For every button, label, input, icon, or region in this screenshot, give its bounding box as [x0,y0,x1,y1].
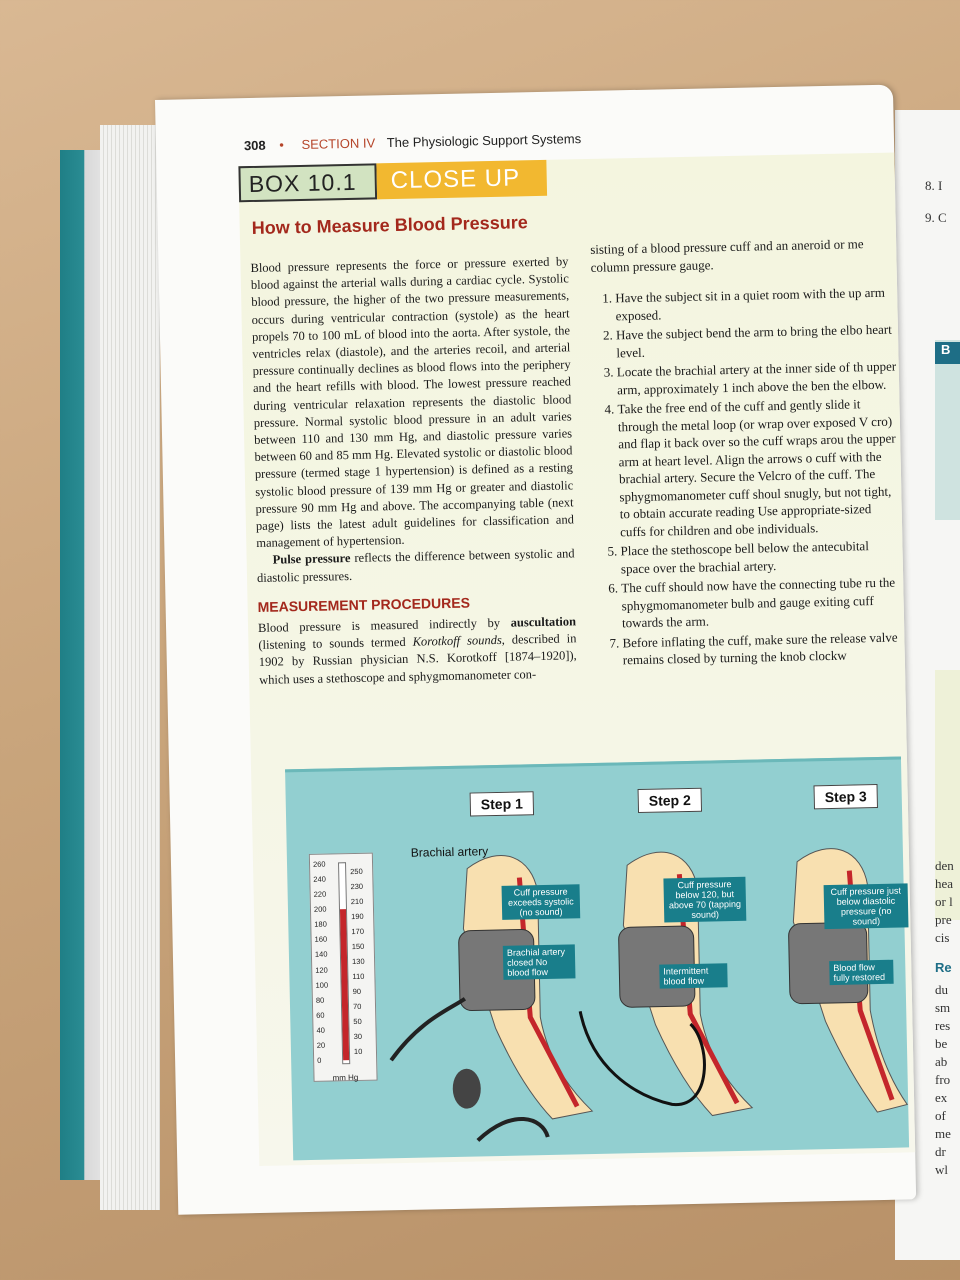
gauge-tick-left: 260 [312,859,326,869]
opposite-line: ex [935,1090,948,1105]
gauge-hose [390,999,466,1061]
gauge-tick-right: 110 [352,971,365,982]
gauge-tick-right: 250 [350,866,363,876]
procedure-step: 1. Have the subject sit in a quiet room with the up arm exposed. [615,284,896,325]
page-stack-edge [100,125,160,1210]
opposite-line: of [935,1108,946,1123]
gauge-tick-left: 0 [317,1055,322,1065]
procedure-step: 5. Place the stethoscope bell below the antecubital space over the brachial artery. [620,536,901,577]
opposite-line: me [935,1126,951,1141]
section-label: SECTION IV [301,135,376,152]
gauge-tick-left: 240 [313,874,326,884]
gauge-tick-right: 150 [351,941,365,951]
gauge-tick-left: 80 [315,995,325,1005]
gauge-tick-right: 90 [352,987,362,997]
measurement-subhead: MEASUREMENT PROCEDURES [257,594,471,615]
right-column [590,235,903,672]
gauge-tick-left: 160 [314,934,328,945]
box-tag: CLOSE UP [376,160,547,200]
procedure-step: 4. Take the free end of the cuff and gently slide it through the metal loop (or wrap over exposed V cro) and flap it back over so the cuff wraps arou the upper arm at heart level. Align the arrows o cuff with the brachial artery. Secure the Velcro of the cuff. The sphygmomanometer cuff shoul snugly, but not tight, to obtain accurate reading Use appropriate-sized cuffs for children and obe individuals. [617,395,900,541]
opposite-line: be [935,1036,948,1051]
box-number: BOX 10.1 [238,163,377,202]
intro-paragraph: Blood pressure represents the force or pressure exerted by blood against the arterial walls during a cardiac cycle. Systolic blood pressure, the higher of the two pressure measurements, occurs during ventricular contraction (systole) as the heart propels 70 to 100 mL of blood into the aorta. After systole, the ventricles relax (diastole), and the arteries recoil, and arterial pressure continually declines as blood flows into the periphery and the heart refills with blood. The lowest pressure reached during ventricular relaxation represents the diastolic blood pressure. Normal systolic blood pressure in an adult varies between 110 and 130 mm Hg, and diastolic pressure varies between 60 and 85 mm Hg. Elevated systolic or diastolic blood pressure (termed stage 1 hypertension) is defined as a resting systolic blood pressure of 139 mm Hg or greater and diastolic pressure 90 mm Hg and above. The accompanying table (next page) lists the latest adult guidelines for classification and management of hypertension. [250,254,575,551]
procedure-step: 6. The cuff should now have the connecting tube ru the sphygmomanometer bulb and gauge exiting cuff towards the arm. [621,573,902,631]
gauge-tick-right: 10 [353,1047,363,1057]
procedure-step: 3. Locate the brachial artery at the inner side of th upper arm, approximately 1 inch above the ben the elbow. [617,358,898,399]
opposite-line: res [935,1018,951,1033]
opposite-box [935,340,960,520]
brachial-artery-label: Brachial artery [410,844,489,860]
box-header [238,153,895,203]
step-1-cuff-note: Cuff pressure exceeds systolic (no sound) [502,884,581,920]
bulb-icon [452,1068,481,1109]
gauge-tick-right: 210 [350,896,364,906]
gauge-tick-left: 20 [316,1040,326,1050]
procedure-list [591,284,903,670]
opposite-line: sm [935,1000,951,1015]
opposite-line: fro [935,1072,951,1087]
opposite-line: 8. I [925,178,943,193]
opposite-line: 9. C [925,210,947,225]
opposite-box-tab: B [935,342,960,364]
blood-pressure-figure [285,757,909,1161]
opposite-heading: Re [935,960,952,975]
auscultation-term: auscultation [510,614,577,630]
mercury-gauge [309,853,378,1082]
textbook-page [155,85,916,1215]
gauge-tick-left: 40 [316,1025,325,1035]
bullet-icon: • [279,137,285,153]
gauge-tick-right: 30 [353,1032,363,1042]
opposite-line: pre [935,912,952,927]
gauge-tick-left: 180 [314,919,327,930]
opposite-line: den [935,858,954,873]
step-1-artery-note: Brachial artery closed No blood flow [503,944,576,980]
close-up-box [238,153,915,1167]
gauge-tick-left: 140 [314,950,328,960]
measurement-text-c: , described in 1902 by Russian physician N.S. Korotkoff [1874–1920]), which uses a stethoscope and sphygmomanometer con- [258,631,577,687]
section-title: The Physiologic Support Systems [386,131,582,151]
opposite-line: hea [935,876,954,891]
opposite-line: du [935,982,948,997]
step-2-flow-note: Intermittent blood flow [659,963,727,988]
gauge-unit: mm Hg [332,1072,359,1083]
box-title: How to Measure Blood Pressure [251,212,528,239]
gauge-tick-right: 170 [351,926,365,936]
opposite-line: cis [935,930,950,945]
gauge-tick-left: 220 [313,889,327,899]
measurement-text-b: (listening to sounds termed [258,634,413,653]
opposite-line: or l [935,894,953,909]
procedure-step: 7. Before inflating the cuff, make sure the release valve remains closed by turning the knob clockw [622,628,903,669]
gauge-tick-right: 50 [353,1017,362,1027]
korotkoff-term: Korotkoff sounds [412,633,502,649]
pulse-pressure-term: Pulse pressure [272,551,351,568]
measurement-paragraph [258,613,577,688]
opposite-line: ab [935,1054,948,1069]
step-2-cuff-note: Cuff pressure below 120, but above 70 (tapping sound) [663,877,746,923]
step-3-cuff-note: Cuff pressure just below diastolic pressure (no sound) [824,883,909,929]
pulse-pressure-text: reflects the difference between systolic and diastolic pressures. [256,546,575,585]
opposite-line: dr [935,1144,946,1159]
gauge-tick-left: 60 [316,1010,325,1020]
measurement-text-a: Blood pressure is measured indirectly by [257,615,511,636]
step-3-label: Step 3 [813,784,877,809]
page-number: 308 [243,137,266,154]
left-column [250,253,577,688]
gauge-tick-left: 100 [315,980,329,990]
procedure-step: 2. Have the subject bend the arm to bring the elbo heart level. [616,321,897,362]
step-2-label: Step 2 [638,788,702,813]
hose-1 [477,1118,547,1140]
step-1-label: Step 1 [470,791,534,816]
pulse-pressure-paragraph [256,546,575,587]
gauge-tick-right: 70 [352,1002,362,1012]
running-head [244,131,581,153]
figure-drawing [285,760,909,1161]
step-3-flow-note: Blood flow fully restored [829,960,893,985]
opposite-line: wl [935,1162,948,1177]
gauge-tick-right: 230 [350,881,364,891]
continuation-text: sisting of a blood pressure cuff and an aneroid or me column pressure gauge. [590,236,864,275]
gauge-tick-left: 200 [313,904,327,915]
gauge-tick-right: 190 [351,911,364,921]
gauge-tick-right: 130 [351,956,365,967]
gauge-tick-left: 120 [315,965,328,975]
